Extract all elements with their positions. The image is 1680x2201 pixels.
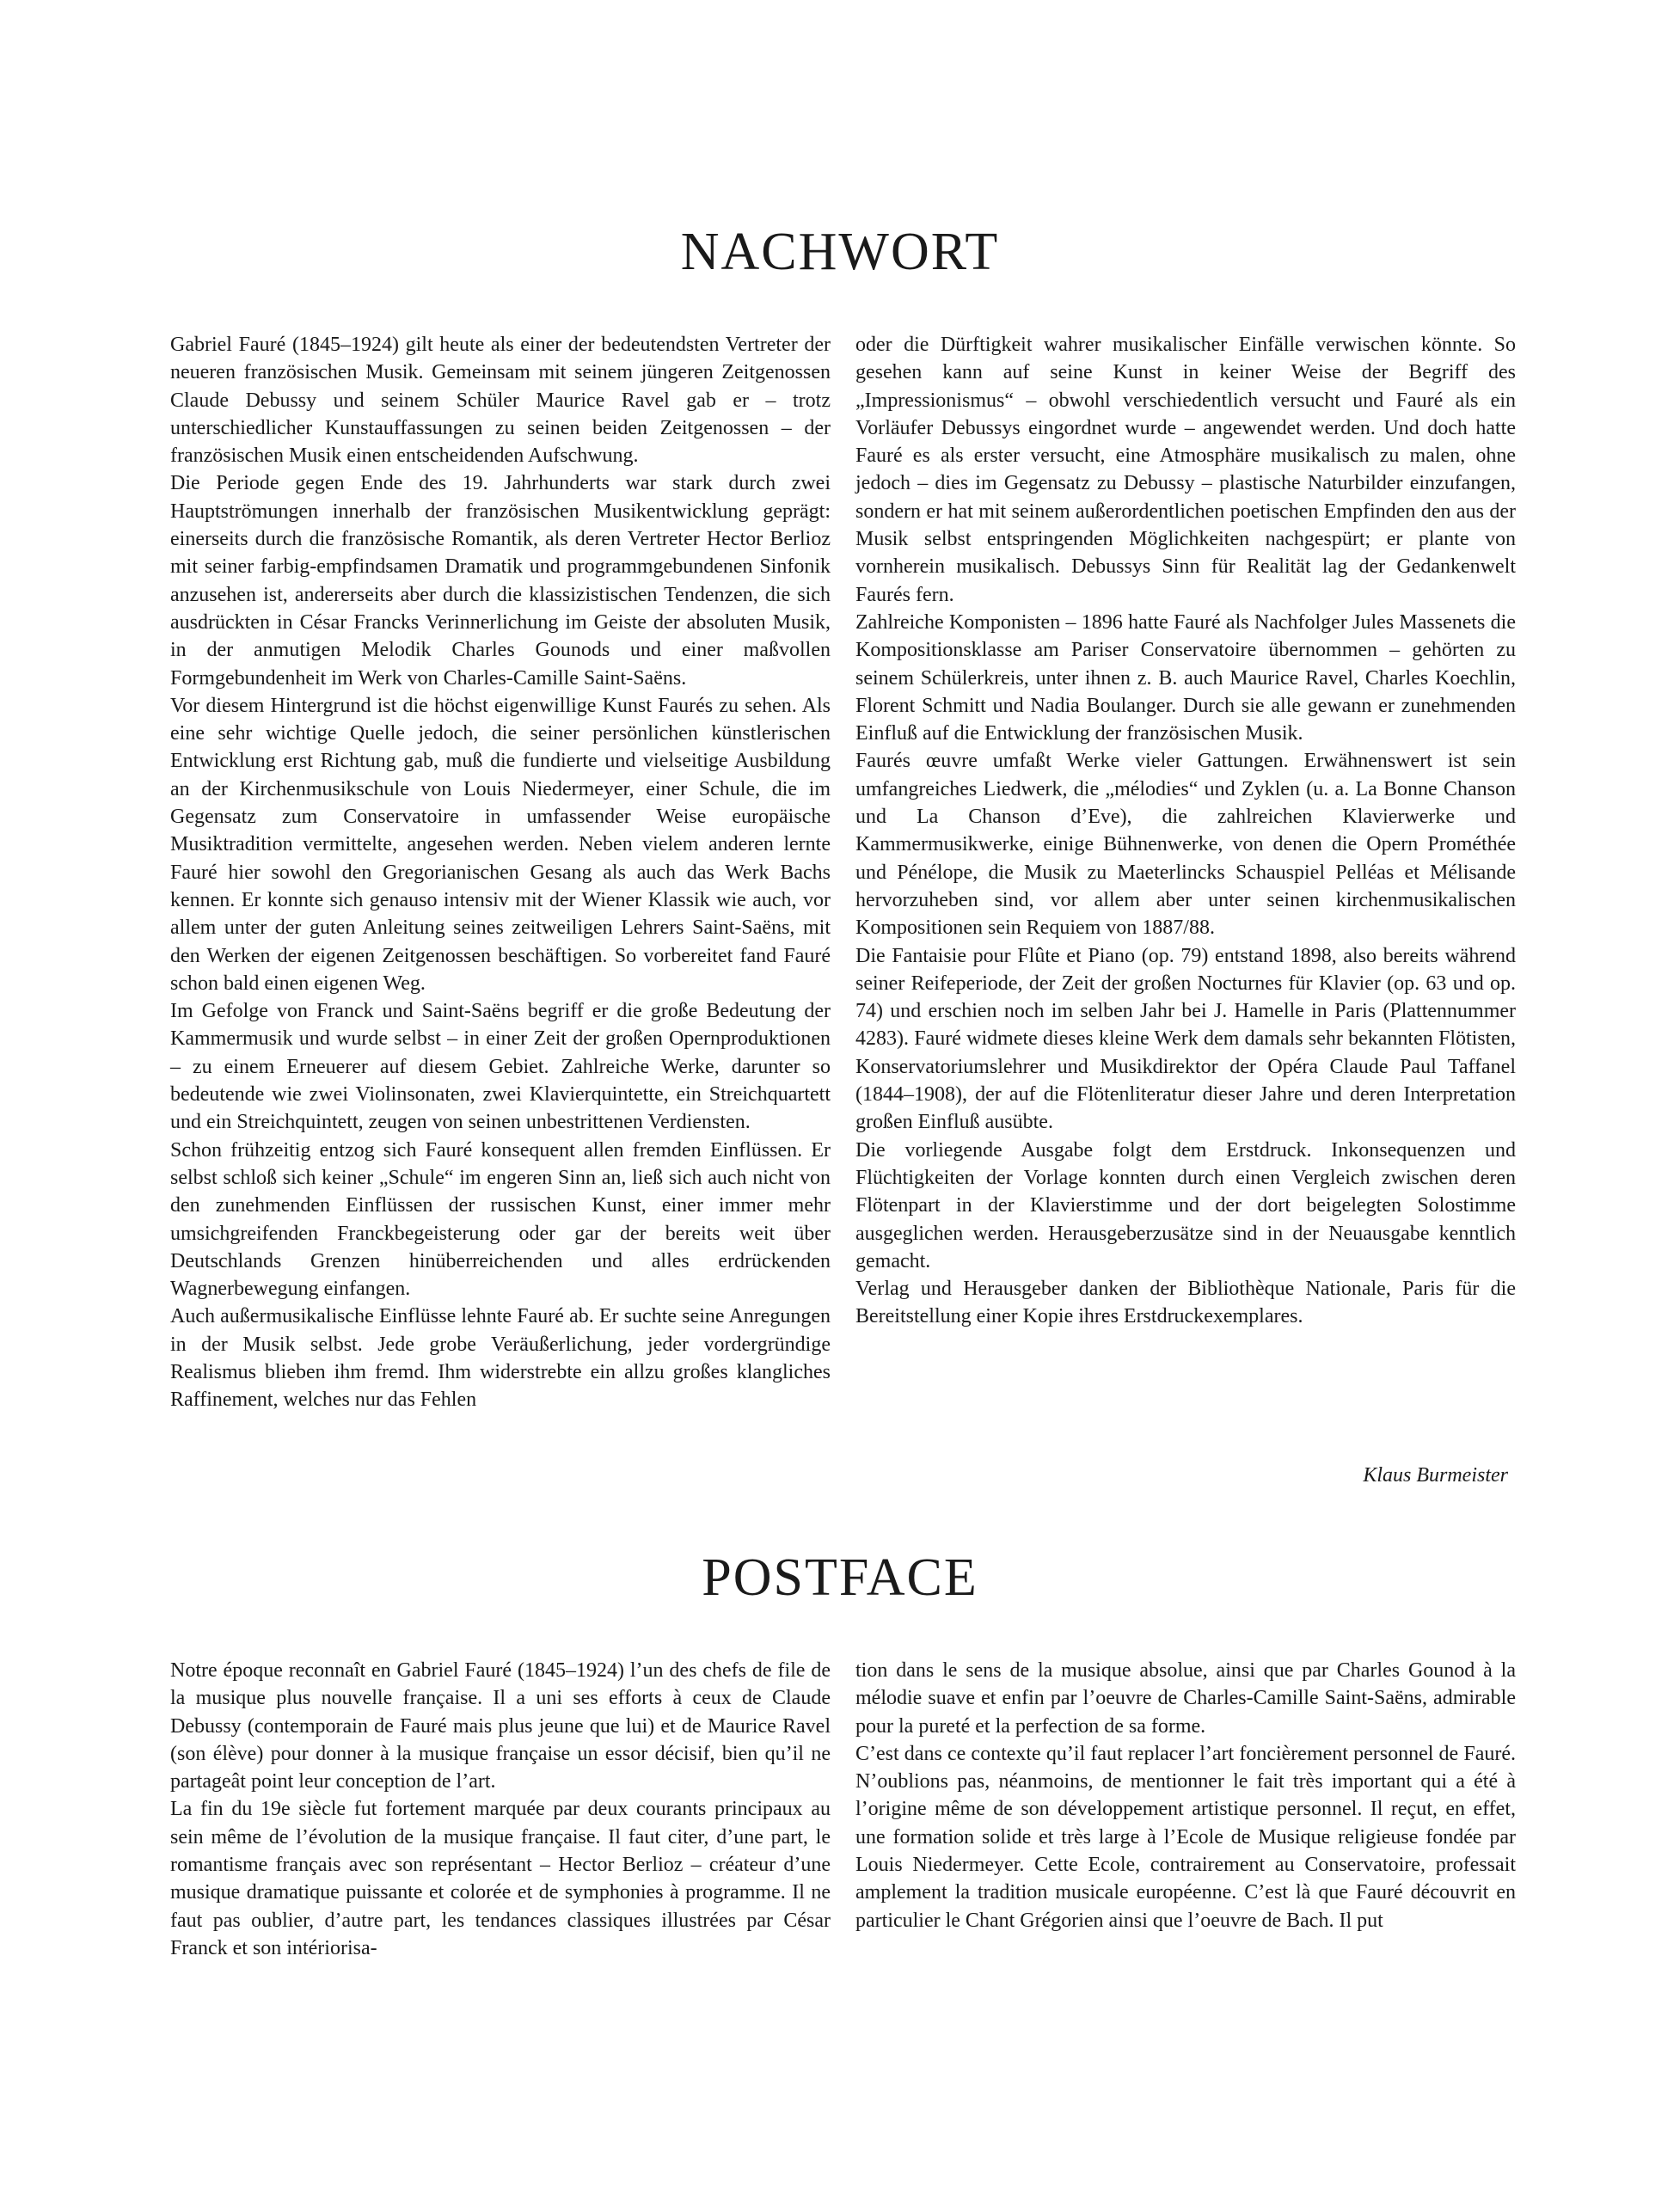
- postface-right-column: [855, 1657, 1516, 1934]
- postface-paragraph: C’est dans ce contexte qu’il faut replacer l’art foncièrement personnel de Fauré. N’oublions pas, néanmoins, de mentionner le fait très important qui a été à l’origine même de son développement artistique personnel. Il reçut, en effet, une formation solide et très large à l’Ecole de Musique religieuse fondée par Louis Niedermeyer. Cette Ecole, contrairement au Conservatoire, professait amplement la tradition musicale européenne. C’est là que Fauré découvrit en particulier le Chant Grégorien ainsi que l’oeuvre de Bach. Il put: [855, 1742, 1516, 1932]
- nachwort-paragraph: Zahlreiche Komponisten – 1896 hatte Fauré als Nachfolger Jules Massenets die Kompositionsklasse am Pariser Conservatoire übernommen – gehörten zu seinem Schülerkreis, unter ihnen z. B. auch Maurice Ravel, Charles Koechlin, Florent Schmitt und Nadia Boulanger. Durch sie alle gewann er zunehmenden Einfluß auf die Entwicklung der französischen Musik.: [855, 610, 1516, 745]
- nachwort-paragraph: Vor diesem Hintergrund ist die höchst eigenwillige Kunst Faurés zu sehen. Als eine sehr wichtige Quelle jedoch, die seiner persönlichen künstlerischen Entwicklung erst Richtung gab, muß die fundierte und vielseitige Ausbildung an der Kirchenmusikschule von Louis Niedermeyer, einer Schule, die im Gegensatz zum Conservatoire in umfassender Weise europäische Musiktradition vermittelte, angesehen werden. Neben vielem anderen lernte Fauré hier sowohl den Gregorianischen Gesang als auch das Werk Bachs kennen. Er konnte sich genauso intensiv mit der Wiener Klassik wie auch, vor allem unter der guten Anleitung seines zeitweiligen Lehrers Saint-Saëns, mit den Werken der eigenen Zeitgenossen beschäftigen. So vorbereitet fand Fauré schon bald einen eigenen Weg.: [170, 694, 831, 995]
- nachwort-paragraph: Auch außermusikalische Einflüsse lehnte Fauré ab. Er suchte seine Anregungen in der Musik selbst. Jede grobe Veräußerlichung, jeder vordergründige Realismus blieben ihm fremd. Ihm widerstrebte ein allzu großes klangliches Raffinement, welches nur das Fehlen: [170, 1305, 831, 1412]
- nachwort-paragraph: Gabriel Fauré (1845–1924) gilt heute als einer der bedeutendsten Vertreter der neueren französischen Musik. Gemeinsam mit seinem jüngeren Zeitgenossen Claude Debussy und seinem Schüler Maurice Ravel gab er – trotz unterschiedlicher Kunstauffassungen zu seinen beiden Zeitgenossen – der französischen Musik einen entscheidenden Aufschwung.: [170, 334, 831, 468]
- nachwort-paragraph: Die Periode gegen Ende des 19. Jahrhunderts war stark durch zwei Hauptströmungen innerhalb der französischen Musikentwicklung geprägt: einerseits durch die französische Romantik, als deren Vertreter Hector Berlioz mit seiner farbig-empfindsamen Dramatik und programmgebundenen Sinfonik anzusehen ist, andererseits aber durch die klassizistischen Tendenzen, die sich ausdrückten in César Francks Verinnerlichung im Geiste der absoluten Musik, in der anmutigen Melodik Charles Gounods und einer maßvollen Formgebundenheit im Werk von Charles-Camille Saint-Saëns.: [170, 472, 831, 690]
- postface-paragraph: tion dans le sens de la musique absolue, ainsi que par Charles Gounod à la mélodie suave et enfin par l’oeuvre de Charles-Camille Saint-Saëns, admirable pour la pureté et la perfection de sa forme.: [855, 1659, 1516, 1738]
- nachwort-right-column: [855, 331, 1516, 1331]
- postface-paragraph: La fin du 19e siècle fut fortement marquée par deux courants principaux au sein même de l’évolution de la musique française. Il faut citer, d’une part, le romantisme français avec son représentant – Hector Berlioz – créateur d’une musique dramatique puissante et colorée et de symphonies à programme. Il ne faut pas oublier, d’autre part, les tendances classiques illustrées par César Franck et son intériorisa-: [170, 1798, 831, 1959]
- nachwort-paragraph: Im Gefolge von Franck und Saint-Saëns begriff er die große Bedeutung der Kammermusik und wurde selbst – in einer Zeit der großen Opernproduktionen – zu einem Erneuerer auf diesem Gebiet. Zahlreiche Werke, darunter so bedeutende wie zwei Violinsonaten, zwei Klavierquintette, ein Streichquartett und ein Streichquintett, zeugen von seinen unbestrittenen Verdiensten.: [170, 1000, 831, 1134]
- postface-paragraph: Notre époque reconnaît en Gabriel Fauré (1845–1924) l’un des chefs de file de la musique plus nouvelle française. Il a uni ses efforts à ceux de Claude Debussy (contemporain de Fauré mais plus jeune que lui) et de Maurice Ravel (son élève) pour donner à la musique française un essor décisif, bien qu’il ne partageât point leur conception de l’art.: [170, 1659, 831, 1793]
- author-signature: Klaus Burmeister: [1363, 1464, 1508, 1487]
- postface-title: POSTFACE: [702, 1548, 978, 1607]
- nachwort-title: NACHWORT: [680, 223, 1000, 281]
- nachwort-paragraph: Die vorliegende Ausgabe folgt dem Erstdruck. Inkonsequenzen und Flüchtigkeiten der Vorlage konnten durch einen Vergleich zwischen deren Flötenpart in der Klavierstimme und der dort beigelegten Solostimme ausgeglichen werden. Herausgeberzusätze sind in der Neuausgabe kenntlich gemacht.: [855, 1138, 1516, 1272]
- nachwort-left-column: [170, 331, 831, 1414]
- postface-left-column: [170, 1657, 831, 1962]
- nachwort-paragraph: Faurés œuvre umfaßt Werke vieler Gattungen. Erwähnenswert ist sein umfangreiches Liedwerk, die „mélodies“ und Zyklen (u. a. La Bonne Chanson und La Chanson d’Eve), die zahlreichen Klavierwerke und Kammermusikwerke, einige Bühnenwerke, von denen die Opern Prométhée und Pénélope, die Musik zu Maeterlincks Schauspiel Pelléas et Mélisande hervorzuheben sind, vor allem aber unter seinen kirchenmusikalischen Kompositionen sein Requiem von 1887/88.: [855, 750, 1516, 940]
- nachwort-paragraph: Verlag und Herausgeber danken der Bibliothèque Nationale, Paris für die Bereitstellung einer Kopie ihres Erstdruckexemplares.: [855, 1278, 1516, 1328]
- nachwort-paragraph: Die Fantaisie pour Flûte et Piano (op. 79) entstand 1898, also bereits während seiner Reifeperiode, der Zeit der großen Nocturnes für Klavier (op. 63 und op. 74) und erschien noch im selben Jahr bei J. Hamelle in Paris (Plattennummer 4283). Fauré widmete dieses kleine Werk dem damals sehr bekannten Flötisten, Konservatoriumslehrer und Musikdirektor der Opéra Claude Paul Taffanel (1844–1908), der auf die Flötenliteratur dieser Jahre und deren Interpretation großen Einfluß ausübte.: [855, 944, 1516, 1134]
- nachwort-paragraph: Schon frühzeitig entzog sich Fauré konsequent allen fremden Einflüssen. Er selbst schloß sich keiner „Schule“ im engeren Sinn an, ließ sich auch nicht von den zunehmenden Einflüssen der russischen Kunst, einer immer mehr umsichgreifenden Franckbegeisterung oder gar der bereits weit über Deutschlands Grenzen hinüberreichenden und alles erdrückenden Wagnerbewegung einfangen.: [170, 1138, 831, 1301]
- nachwort-paragraph: oder die Dürftigkeit wahrer musikalischer Einfälle verwischen könnte. So gesehen kann auf seine Kunst in keiner Weise der Begriff des „Impressionismus“ – obwohl verschiedentlich versucht und Fauré als ein Vorläufer Debussys eingordnet wurde – angewendet werden. Und doch hatte Fauré es als erster versucht, eine Atmosphäre musikalisch zu malen, ohne jedoch – dies im Gegensatz zu Debussy – plastische Naturbilder einzufangen, sondern er hat mit seinem außerordentlichen poetischen Empfinden den aus der Musik selbst entspringenden Möglichkeiten nachgespürt; er plante von vornherein musikalisch. Debussys Sinn für Realität lag der Gedankenwelt Faurés fern.: [855, 334, 1516, 606]
